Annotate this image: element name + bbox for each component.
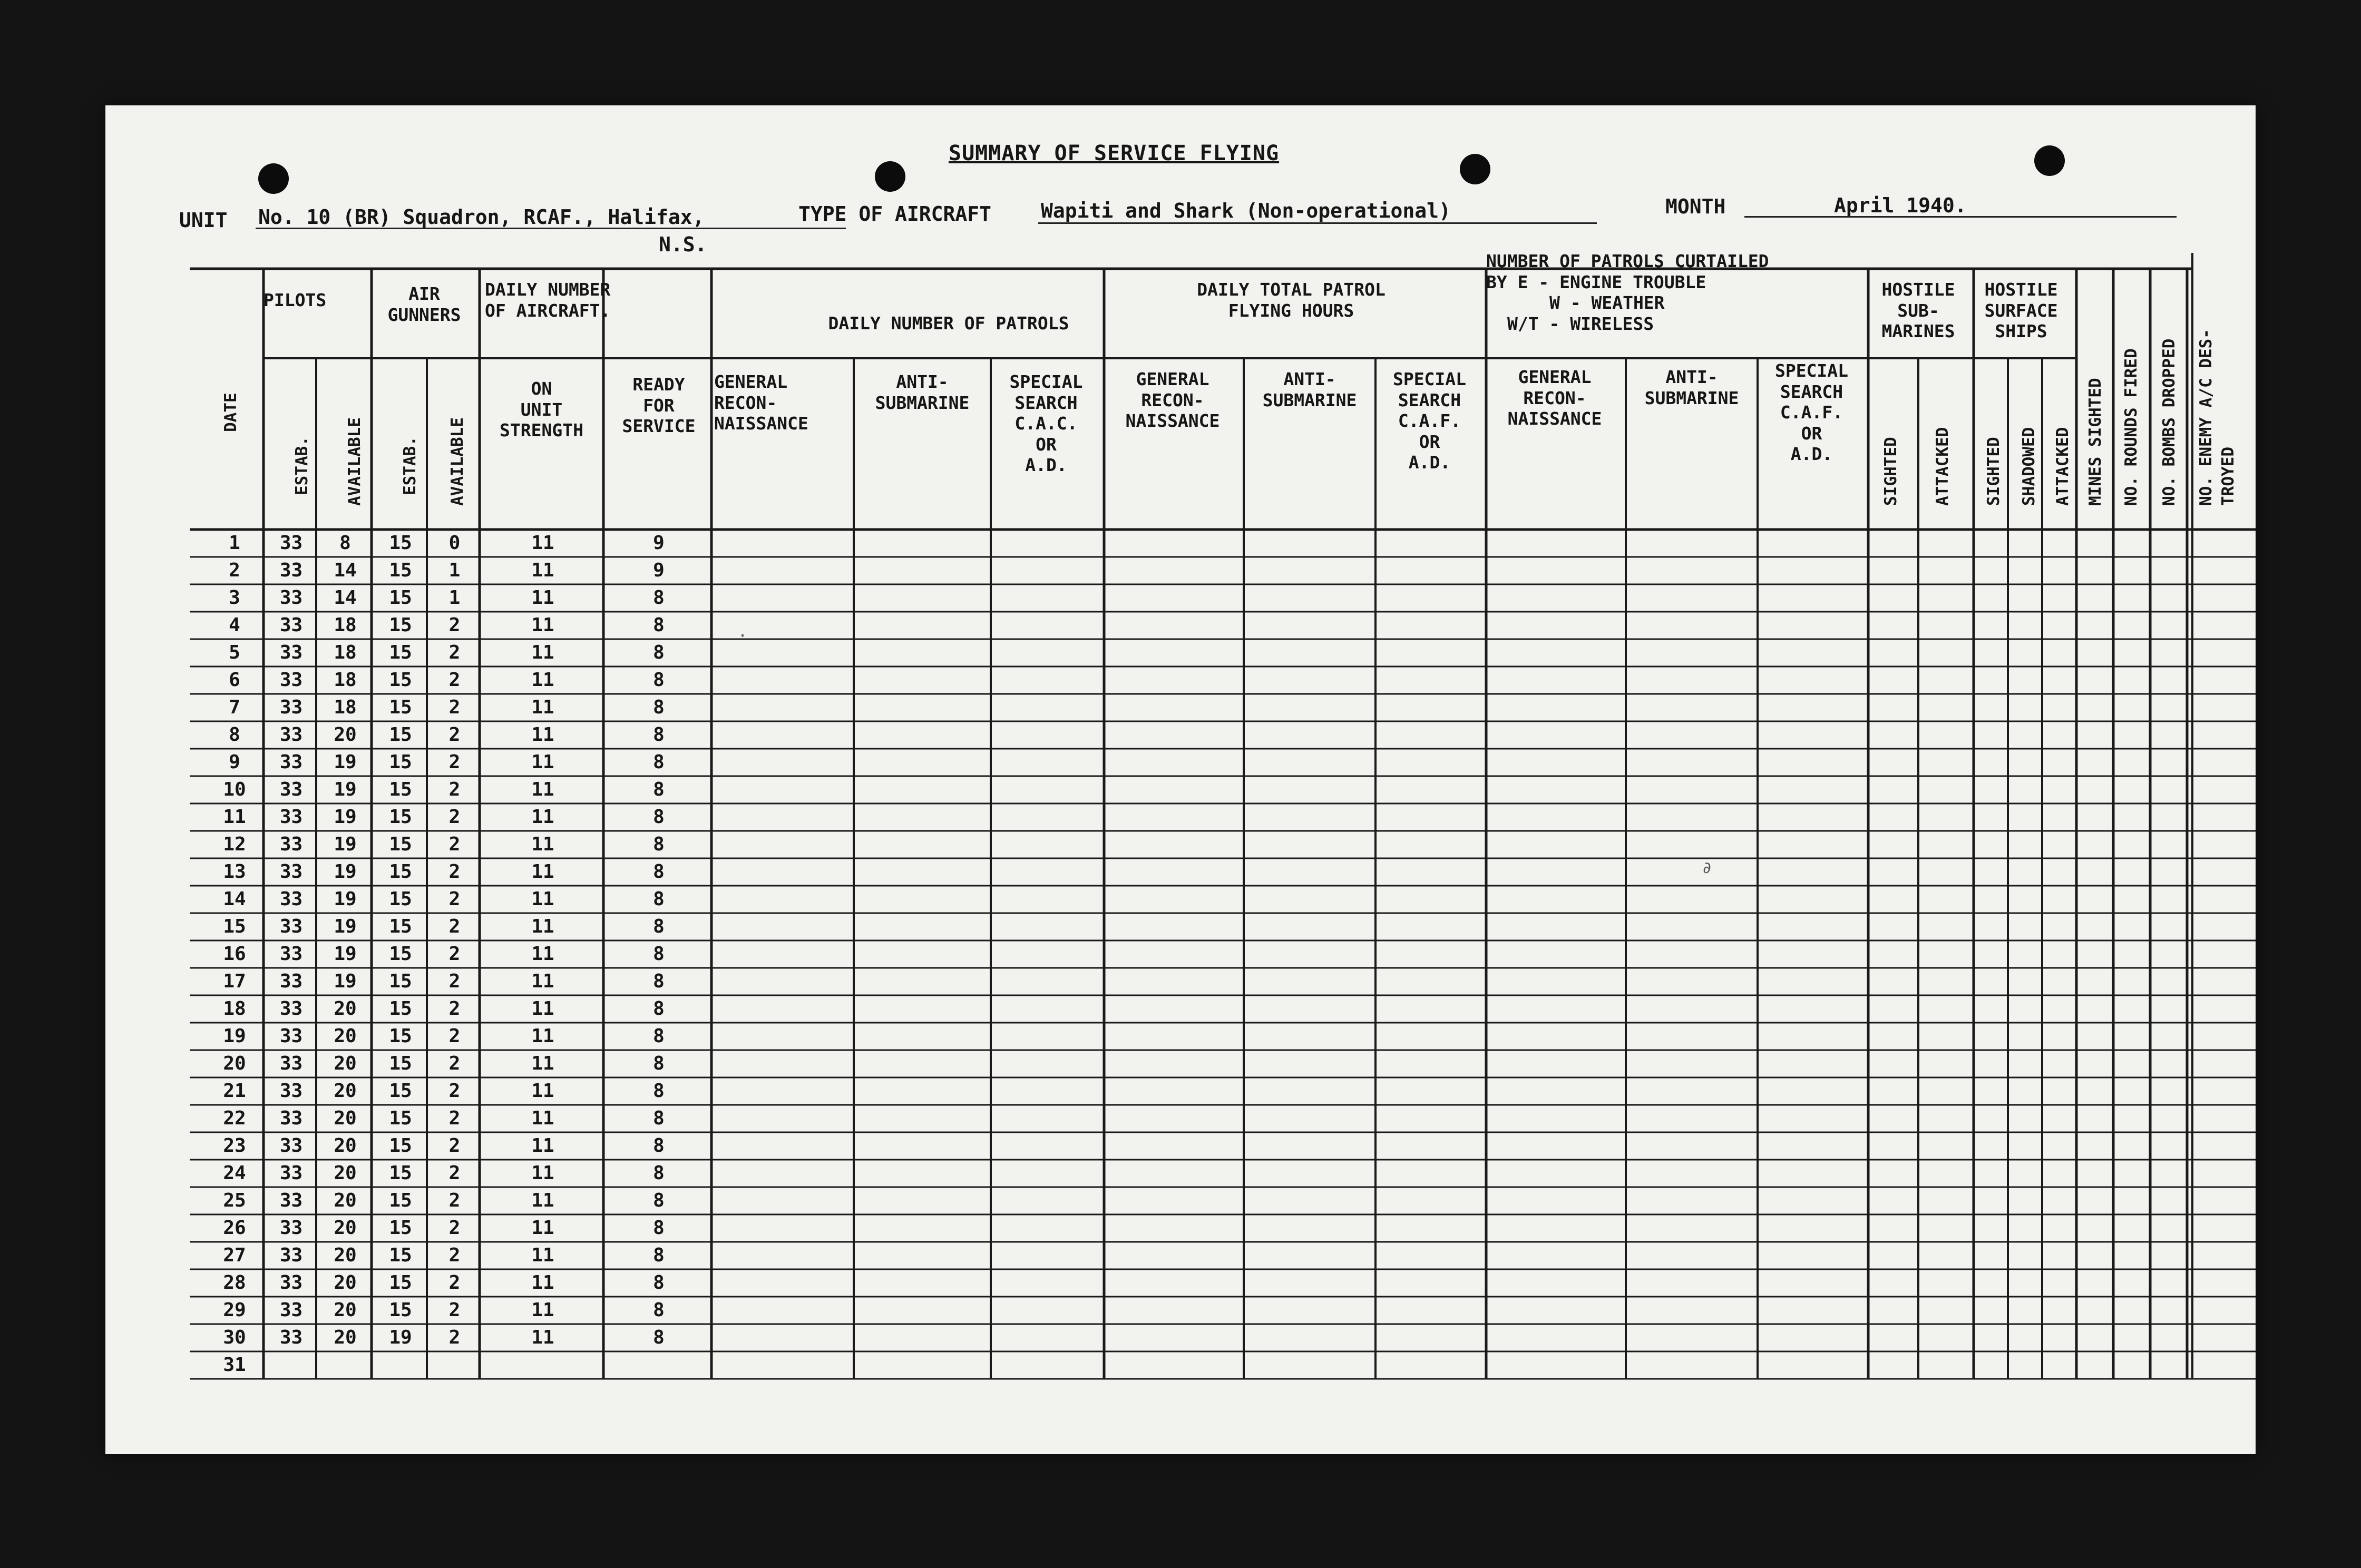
cell-date: 12 <box>223 834 246 855</box>
cell-pe: 33 <box>279 560 303 581</box>
cell-pe: 33 <box>279 724 303 746</box>
header-pilots-estab: ESTAB. <box>292 436 311 495</box>
cell-date: 18 <box>223 998 246 1020</box>
cell-ready: 8 <box>653 1053 665 1074</box>
cell-pe: 33 <box>279 697 303 718</box>
cell-ready: 8 <box>653 1244 665 1266</box>
cell-ready: 8 <box>653 642 665 663</box>
cell-on: 11 <box>531 1299 554 1321</box>
cell-ready: 8 <box>653 861 665 883</box>
cell-ga: 2 <box>448 1108 461 1129</box>
cell-ge: 15 <box>389 1162 412 1184</box>
cell-date: 14 <box>223 888 246 910</box>
cell-ready: 8 <box>653 724 665 746</box>
cell-ge: 15 <box>389 587 412 609</box>
cell-pa: 18 <box>334 669 357 691</box>
header-air-gunners: AIR GUNNERS <box>387 283 461 325</box>
cell-pa: 19 <box>334 779 357 800</box>
cell-ready: 8 <box>653 1272 665 1293</box>
cell-ge: 15 <box>389 834 412 855</box>
cell-ge: 15 <box>389 861 412 883</box>
cell-ga: 2 <box>448 943 461 965</box>
cell-ready: 8 <box>653 1299 665 1321</box>
cell-ready: 8 <box>653 697 665 718</box>
cell-pe: 33 <box>279 943 303 965</box>
cell-date: 30 <box>223 1327 246 1348</box>
cell-ga: 2 <box>448 1217 461 1239</box>
cell-ready: 8 <box>653 1327 665 1348</box>
cell-ga: 2 <box>448 998 461 1020</box>
header-fh-anti: ANTI- SUBMARINE <box>1262 369 1357 410</box>
header-ct-special: SPECIAL SEARCH C.A.F. OR A.D. <box>1774 360 1849 465</box>
cell-ge: 15 <box>389 1217 412 1239</box>
cell-pe: 33 <box>279 1053 303 1074</box>
cell-date: 25 <box>223 1190 246 1211</box>
cell-ga: 0 <box>448 532 461 554</box>
cell-ge: 15 <box>389 779 412 800</box>
cell-pa: 20 <box>334 1135 357 1157</box>
cell-ge: 15 <box>389 1108 412 1129</box>
cell-date: 13 <box>223 861 246 883</box>
cell-ga: 2 <box>448 1190 461 1211</box>
header-ag-available: AVAILABLE <box>448 417 467 506</box>
cell-on: 11 <box>531 834 554 855</box>
cell-pa: 19 <box>334 916 357 937</box>
cell-ready: 8 <box>653 587 665 609</box>
cell-date: 11 <box>223 806 246 828</box>
cell-on: 11 <box>531 560 554 581</box>
cell-pe: 33 <box>279 1299 303 1321</box>
cell-pa: 19 <box>334 751 357 773</box>
cell-ga: 2 <box>448 861 461 883</box>
cell-ge: 15 <box>389 669 412 691</box>
cell-on: 11 <box>531 1025 554 1047</box>
cell-pe: 33 <box>279 614 303 636</box>
cell-pe: 33 <box>279 1108 303 1129</box>
cell-on: 11 <box>531 532 554 554</box>
cell-on: 11 <box>531 1108 554 1129</box>
cell-date: 26 <box>223 1217 246 1239</box>
cell-pe: 33 <box>279 1080 303 1102</box>
cell-pa: 20 <box>334 1080 357 1102</box>
cell-pe: 33 <box>279 669 303 691</box>
cell-pa: 20 <box>334 1108 357 1129</box>
cell-on: 11 <box>531 971 554 992</box>
cell-ge: 15 <box>389 560 412 581</box>
cell-ga: 2 <box>448 888 461 910</box>
month-value: April 1940. <box>1834 194 1967 217</box>
cell-ga: 2 <box>448 1327 461 1348</box>
cell-ready: 8 <box>653 1217 665 1239</box>
cell-ready: 8 <box>653 971 665 992</box>
cell-ge: 15 <box>389 1299 412 1321</box>
cell-ge: 15 <box>389 1190 412 1211</box>
cell-pa: 20 <box>334 1327 357 1348</box>
header-date: DATE <box>221 393 240 432</box>
cell-pa: 19 <box>334 971 357 992</box>
cell-pe: 33 <box>279 834 303 855</box>
cell-on: 11 <box>531 1217 554 1239</box>
cell-ge: 15 <box>389 532 412 554</box>
cell-ready: 8 <box>653 1025 665 1047</box>
cell-ga: 2 <box>448 751 461 773</box>
header-ready: READY FOR SERVICE <box>622 374 696 437</box>
cell-ga: 2 <box>448 614 461 636</box>
cell-pa: 20 <box>334 998 357 1020</box>
header-pilots-available: AVAILABLE <box>345 417 364 506</box>
header-dp-general: GENERAL RECON- NAISSANCE <box>714 371 808 434</box>
cell-date: 21 <box>223 1080 246 1102</box>
cell-on: 11 <box>531 669 554 691</box>
cell-pa: 18 <box>334 614 357 636</box>
cell-ga: 2 <box>448 1053 461 1074</box>
cell-pe: 33 <box>279 806 303 828</box>
cell-ge: 15 <box>389 642 412 663</box>
cell-pe: 33 <box>279 1272 303 1293</box>
cell-pa: 18 <box>334 697 357 718</box>
cell-on: 11 <box>531 697 554 718</box>
cell-pe: 33 <box>279 971 303 992</box>
cell-pa: 20 <box>334 1217 357 1239</box>
cell-on: 11 <box>531 1135 554 1157</box>
cell-pe: 33 <box>279 587 303 609</box>
cell-pe: 33 <box>279 861 303 883</box>
cell-on: 11 <box>531 1327 554 1348</box>
cell-on: 11 <box>531 1053 554 1074</box>
cell-ga: 2 <box>448 669 461 691</box>
header-fh-special: SPECIAL SEARCH C.A.F. OR A.D. <box>1392 369 1467 473</box>
cell-ge: 15 <box>389 1135 412 1157</box>
cell-ready: 8 <box>653 834 665 855</box>
cell-pe: 33 <box>279 916 303 937</box>
cell-on: 11 <box>531 998 554 1020</box>
cell-ga: 2 <box>448 642 461 663</box>
header-ag-estab: ESTAB. <box>401 436 419 495</box>
cell-pe: 33 <box>279 1135 303 1157</box>
stray-mark: · <box>738 627 748 645</box>
cell-date: 20 <box>223 1053 246 1074</box>
cell-date: 23 <box>223 1135 246 1157</box>
cell-on: 11 <box>531 642 554 663</box>
cell-date: 24 <box>223 1162 246 1184</box>
cell-date: 1 <box>229 532 240 554</box>
cell-date: 29 <box>223 1299 246 1321</box>
cell-date: 31 <box>223 1354 246 1376</box>
cell-ga: 2 <box>448 779 461 800</box>
header-hostile-ships: HOSTILE SURFACE SHIPS <box>1984 279 2058 342</box>
unit-label: UNIT <box>179 209 228 232</box>
cell-date: 3 <box>229 587 240 609</box>
cell-ge: 15 <box>389 1080 412 1102</box>
cell-pe: 33 <box>279 779 303 800</box>
cell-ga: 2 <box>448 971 461 992</box>
cell-ready: 8 <box>653 806 665 828</box>
header-hsh-shadowed: SHADOWED <box>2019 427 2038 506</box>
cell-ready: 8 <box>653 1162 665 1184</box>
cell-date: 28 <box>223 1272 246 1293</box>
cell-date: 5 <box>229 642 240 663</box>
aircraft-value: Wapiti and Shark (Non-operational) <box>1041 199 1451 222</box>
cell-pe: 33 <box>279 998 303 1020</box>
cell-ready: 8 <box>653 751 665 773</box>
cell-pe: 33 <box>279 532 303 554</box>
cell-date: 15 <box>223 916 246 937</box>
header-bombs-dropped: NO. BOMBS DROPPED <box>2160 338 2179 506</box>
cell-pa: 20 <box>334 724 357 746</box>
cell-on: 11 <box>531 1162 554 1184</box>
unit-value-line2: N.S. <box>659 233 707 256</box>
cell-ga: 2 <box>448 1135 461 1157</box>
cell-ready: 9 <box>653 532 665 554</box>
cell-ready: 8 <box>653 1190 665 1211</box>
header-rounds-fired: NO. ROUNDS FIRED <box>2122 348 2141 506</box>
cell-on: 11 <box>531 1272 554 1293</box>
cell-date: 9 <box>229 751 240 773</box>
cell-pa: 19 <box>334 888 357 910</box>
cell-date: 6 <box>229 669 240 691</box>
cell-ge: 15 <box>389 751 412 773</box>
header-fh-general: GENERAL RECON- NAISSANCE <box>1125 369 1220 432</box>
document-title: SUMMARY OF SERVICE FLYING <box>949 141 1280 165</box>
cell-date: 4 <box>229 614 240 636</box>
cell-ge: 15 <box>389 1244 412 1266</box>
cell-ready: 8 <box>653 998 665 1020</box>
cell-ready: 8 <box>653 943 665 965</box>
stray-mark: ∂ <box>1702 859 1712 877</box>
cell-date: 17 <box>223 971 246 992</box>
header-mines-sighted: MINES SIGHTED <box>2086 378 2105 506</box>
cell-on: 11 <box>531 1190 554 1211</box>
cell-ge: 15 <box>389 1272 412 1293</box>
cell-ga: 2 <box>448 1025 461 1047</box>
cell-date: 2 <box>229 560 240 581</box>
cell-pa: 20 <box>334 1272 357 1293</box>
cell-ready: 9 <box>653 560 665 581</box>
cell-date: 19 <box>223 1025 246 1047</box>
header-hostile-submarines: HOSTILE SUB- MARINES <box>1881 279 1955 342</box>
cell-on: 11 <box>531 943 554 965</box>
cell-on: 11 <box>531 861 554 883</box>
document-sheet <box>105 105 2256 1454</box>
header-daily-aircraft: DAILY NUMBER OF AIRCRAFT. <box>485 279 611 321</box>
cell-ready: 8 <box>653 888 665 910</box>
cell-on: 11 <box>531 724 554 746</box>
header-enemy-destroyed: NO. ENEMY A/C DES- <box>2197 329 2216 506</box>
cell-pa: 20 <box>334 1299 357 1321</box>
cell-pa: 20 <box>334 1025 357 1047</box>
header-flying-hours: DAILY TOTAL PATROL FLYING HOURS <box>1197 279 1386 321</box>
header-pilots: PILOTS <box>264 290 327 310</box>
cell-ga: 1 <box>448 587 461 609</box>
cell-ga: 2 <box>448 1244 461 1266</box>
cell-ge: 15 <box>389 697 412 718</box>
cell-ga: 2 <box>448 1080 461 1102</box>
cell-on: 11 <box>531 916 554 937</box>
cell-pa: 8 <box>339 532 351 554</box>
cell-pa: 14 <box>334 587 357 609</box>
cell-pe: 33 <box>279 1327 303 1348</box>
cell-pa: 14 <box>334 560 357 581</box>
cell-pa: 19 <box>334 806 357 828</box>
header-hs-attacked: ATTACKED <box>1933 427 1952 506</box>
cell-pa: 20 <box>334 1053 357 1074</box>
cell-ge: 15 <box>389 971 412 992</box>
cell-pa: 19 <box>334 834 357 855</box>
cell-pe: 33 <box>279 1217 303 1239</box>
cell-date: 16 <box>223 943 246 965</box>
cell-ga: 2 <box>448 1299 461 1321</box>
cell-ga: 2 <box>448 724 461 746</box>
cell-ge: 15 <box>389 998 412 1020</box>
cell-pe: 33 <box>279 1244 303 1266</box>
cell-ge: 15 <box>389 614 412 636</box>
cell-date: 7 <box>229 697 240 718</box>
cell-ga: 2 <box>448 834 461 855</box>
cell-ga: 2 <box>448 916 461 937</box>
cell-pe: 33 <box>279 1162 303 1184</box>
cell-pe: 33 <box>279 1190 303 1211</box>
aircraft-label: TYPE OF AIRCRAFT <box>798 202 992 226</box>
cell-ge: 15 <box>389 1053 412 1074</box>
unit-value: No. 10 (BR) Squadron, RCAF., Halifax, <box>258 205 705 229</box>
cell-ge: 15 <box>389 1025 412 1047</box>
cell-date: 8 <box>229 724 240 746</box>
cell-pa: 20 <box>334 1244 357 1266</box>
header-dp-special: SPECIAL SEARCH C.A.C. OR A.D. <box>1009 371 1083 476</box>
cell-ready: 8 <box>653 1080 665 1102</box>
cell-ready: 8 <box>653 669 665 691</box>
cell-ga: 2 <box>448 806 461 828</box>
cell-on: 11 <box>531 888 554 910</box>
cell-on: 11 <box>531 1244 554 1266</box>
cell-ge: 15 <box>389 943 412 965</box>
cell-date: 10 <box>223 779 246 800</box>
cell-ge: 19 <box>389 1327 412 1348</box>
header-hsh-attacked: ATTACKED <box>2053 427 2072 506</box>
header-enemy-destroyed-line2: TROYED <box>2219 447 2238 506</box>
cell-pe: 33 <box>279 1025 303 1047</box>
cell-on: 11 <box>531 806 554 828</box>
cell-on: 11 <box>531 751 554 773</box>
cell-pa: 20 <box>334 1190 357 1211</box>
cell-pe: 33 <box>279 642 303 663</box>
cell-ge: 15 <box>389 916 412 937</box>
cell-ga: 2 <box>448 1272 461 1293</box>
cell-on: 11 <box>531 1080 554 1102</box>
cell-pa: 19 <box>334 943 357 965</box>
cell-date: 22 <box>223 1108 246 1129</box>
cell-ge: 15 <box>389 806 412 828</box>
cell-ga: 2 <box>448 1162 461 1184</box>
cell-ready: 8 <box>653 1135 665 1157</box>
cell-on: 11 <box>531 587 554 609</box>
cell-ready: 8 <box>653 614 665 636</box>
cell-ready: 8 <box>653 1108 665 1129</box>
cell-ready: 8 <box>653 779 665 800</box>
header-ct-general: GENERAL RECON- NAISSANCE <box>1507 367 1602 429</box>
cell-ge: 15 <box>389 888 412 910</box>
header-on-unit: ON UNIT STRENGTH <box>500 378 583 441</box>
cell-date: 27 <box>223 1244 246 1266</box>
cell-pa: 18 <box>334 642 357 663</box>
cell-ge: 15 <box>389 724 412 746</box>
cell-ga: 1 <box>448 560 461 581</box>
cell-pe: 33 <box>279 888 303 910</box>
header-dp-anti: ANTI- SUBMARINE <box>875 371 970 413</box>
cell-ga: 2 <box>448 697 461 718</box>
header-hs-sighted: SIGHTED <box>1881 437 1900 506</box>
header-ct-anti: ANTI- SUBMARINE <box>1644 367 1739 408</box>
cell-on: 11 <box>531 779 554 800</box>
cell-on: 11 <box>531 614 554 636</box>
month-label: MONTH <box>1665 195 1726 218</box>
cell-pa: 19 <box>334 861 357 883</box>
cell-pa: 20 <box>334 1162 357 1184</box>
header-curtailed: NUMBER OF PATROLS CURTAILED BY E - ENGINE TROUBLE W - WEATHER W/T - WIRELESS <box>1486 251 1769 334</box>
cell-pe: 33 <box>279 751 303 773</box>
cell-ready: 8 <box>653 916 665 937</box>
header-daily-patrols: DAILY NUMBER OF PATROLS <box>828 313 1069 334</box>
header-hsh-sighted: SIGHTED <box>1984 437 2003 506</box>
